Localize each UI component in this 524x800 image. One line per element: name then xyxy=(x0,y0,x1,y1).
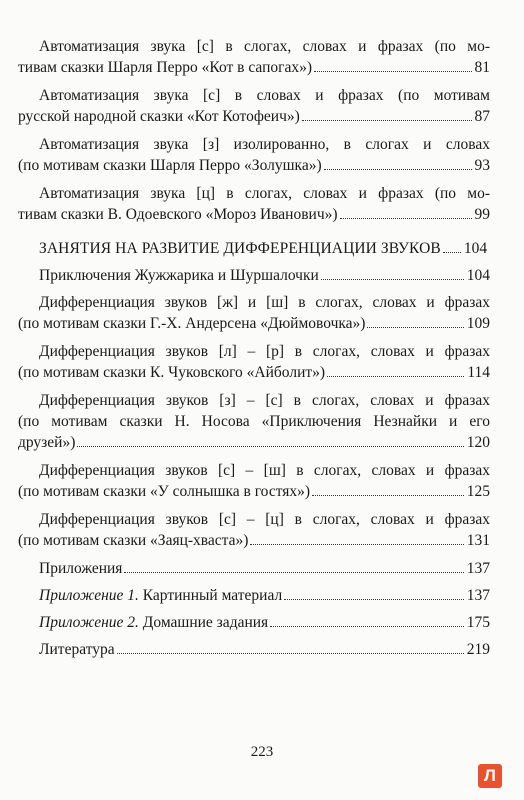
dot-leader xyxy=(327,376,464,377)
toc-entry-title-line2: (по мотивам сказки «У солнышка в гостях») xyxy=(18,483,311,500)
toc-page-number: 137 xyxy=(466,587,490,604)
toc-entry xyxy=(18,460,490,502)
toc-entry xyxy=(18,585,490,606)
toc-page-number: 99 xyxy=(474,206,490,223)
toc-entry-title-line1: Автоматизация звука [с] в словах и фразах (по мотивам xyxy=(39,87,490,104)
toc-page-number: 81 xyxy=(474,59,490,76)
toc-entry-title-line1: Дифференциация звуков [з] – [с] в слогах, словах и фразах xyxy=(39,392,490,409)
toc-entry-title-line2: (по мотивам сказки Г.-Х. Андерсена «Дюймовочка») xyxy=(18,315,366,332)
watermark-logo-icon: Л xyxy=(478,764,502,788)
table-of-contents xyxy=(18,36,490,666)
toc-entry xyxy=(18,292,490,334)
toc-page-number: 109 xyxy=(466,315,490,332)
dot-leader xyxy=(367,327,463,328)
dot-leader xyxy=(324,169,472,170)
toc-entry-title-line2: тивам сказки Шарля Перро «Кот в сапогах») xyxy=(18,59,313,76)
toc-page-number: 120 xyxy=(466,434,490,451)
toc-entry-title-line3: друзей») xyxy=(18,434,76,451)
toc-page-number: 219 xyxy=(466,641,490,658)
toc-entry xyxy=(18,612,490,633)
toc-entry xyxy=(18,509,490,551)
toc-page-number: 114 xyxy=(467,364,490,381)
toc-entry-title: Домашние задания xyxy=(138,614,269,631)
toc-entry-title-line1: Автоматизация звука [ц] в слогах, словах и фразах (по мо- xyxy=(39,185,490,202)
toc-page-number: 131 xyxy=(466,532,490,549)
toc-entry xyxy=(18,183,490,225)
dot-leader xyxy=(77,446,463,447)
toc-section-heading xyxy=(18,238,490,259)
toc-entry-title-line1: Дифференциация звуков [с] – [ш] в слогах, словах и фразах xyxy=(39,462,490,479)
toc-entry-title: Приключения Жужжарика и Шуршалочки xyxy=(39,267,319,284)
toc-entry xyxy=(18,558,490,579)
toc-entry-title-line2: (по мотивам сказки Шарля Перро «Золушка») xyxy=(18,157,322,174)
toc-entry-title-line2: (по мотивам сказки Н. Носова «Приключения Незнайки и его xyxy=(18,413,490,430)
dot-leader xyxy=(321,279,464,280)
toc-entry xyxy=(18,390,490,453)
dot-leader xyxy=(340,218,472,219)
toc-entry-title-line2: (по мотивам сказки К. Чуковского «Айболит») xyxy=(18,364,326,381)
toc-entry-title-line1: Дифференциация звуков [ж] и [ш] в слогах, словах и фразах xyxy=(39,294,490,311)
toc-entry xyxy=(18,134,490,176)
section-heading-title: ЗАНЯТИЯ НА РАЗВИТИЕ ДИФФЕРЕНЦИАЦИИ ЗВУКОВ xyxy=(39,240,441,257)
toc-entry xyxy=(18,265,490,286)
toc-entry-title-line1: Дифференциация звуков [с] – [ц] в слогах, словах и фразах xyxy=(39,511,490,528)
appendix-label: Приложение 2. xyxy=(39,614,139,631)
toc-page-number: 93 xyxy=(474,157,490,174)
dot-leader xyxy=(314,71,471,72)
toc-entry-title-line2: (по мотивам сказки «Заяц-хваста») xyxy=(18,532,249,549)
dot-leader xyxy=(117,653,464,654)
page-number: 223 xyxy=(250,744,274,760)
toc-entry-title-line1: Дифференциация звуков [л] – [р] в слогах, словах и фразах xyxy=(39,343,490,360)
toc-entry-title: Литература xyxy=(39,641,115,658)
appendix-label: Приложение 1. xyxy=(39,587,139,604)
toc-page-number: 175 xyxy=(466,614,490,631)
toc-entry-title-line1: Автоматизация звука [с] в слогах, словах и фразах (по мо- xyxy=(39,38,490,55)
dot-leader xyxy=(270,626,464,627)
toc-page-number: 137 xyxy=(466,560,490,577)
dot-leader xyxy=(250,544,463,545)
toc-entry xyxy=(18,639,490,660)
toc-entry xyxy=(18,36,490,78)
toc-page-number: 87 xyxy=(474,108,490,125)
dot-leader xyxy=(124,572,463,573)
dot-leader xyxy=(284,599,464,600)
dot-leader xyxy=(443,252,461,253)
toc-page-number: 125 xyxy=(466,483,490,500)
toc-page-number: 104 xyxy=(466,267,490,284)
toc-entry-title: Картинный материал xyxy=(138,587,283,604)
dot-leader xyxy=(302,120,472,121)
toc-entry xyxy=(18,341,490,383)
toc-entry-title: Приложения xyxy=(39,560,123,577)
toc-page-number: 104 xyxy=(463,240,488,257)
toc-entry xyxy=(18,85,490,127)
toc-entry-title-line2: русской народной сказки «Кот Котофеич») xyxy=(18,108,300,125)
dot-leader xyxy=(312,495,464,496)
toc-entry-title-line1: Автоматизация звука [з] изолированно, в слогах и словах xyxy=(39,136,490,153)
toc-entry-title-line2: тивам сказки В. Одоевского «Мороз Иванович») xyxy=(18,206,338,223)
